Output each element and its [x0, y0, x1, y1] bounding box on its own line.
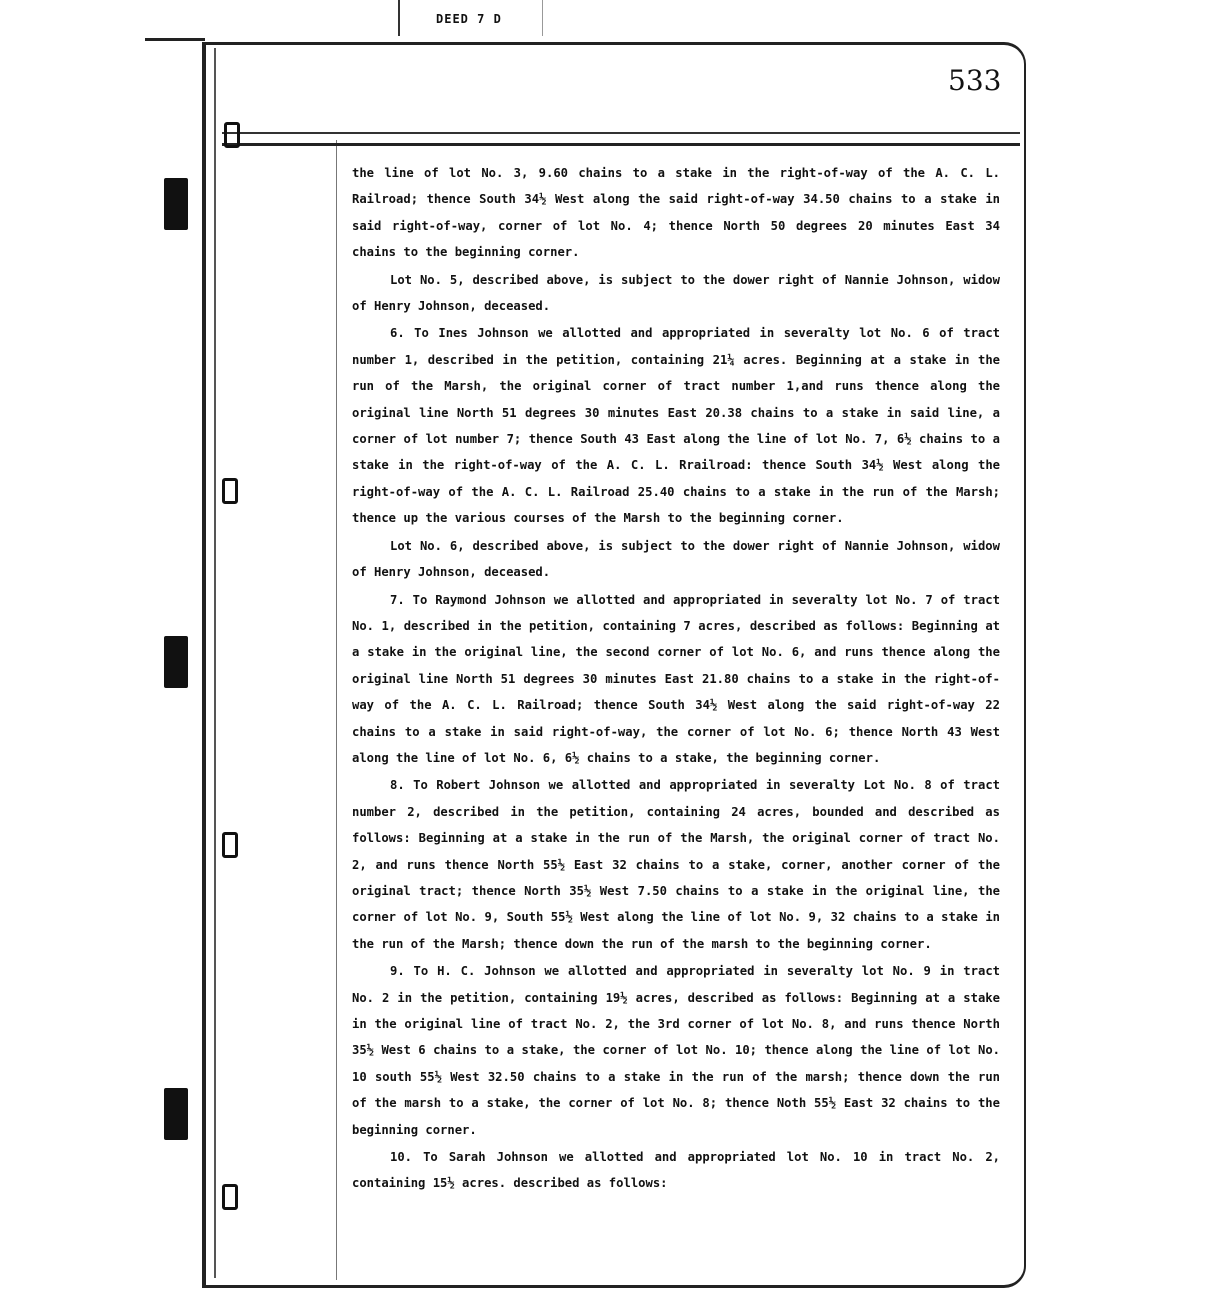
- paragraph-continuation: the line of lot No. 3, 9.60 chains to a stake in the right-of-way of the A. C. L. Railroad; thence South 34½ West along the said right-of-way 34.50 chains to a stake in said right-of-way, corner of lot No. 4; thence North 50 degrees 20 minutes East 34 chains to the beginning corner.: [352, 166, 1000, 260]
- paragraph-lot-7: 7. To Raymond Johnson we allotted and appropriated in severalty lot No. 7 of tract No. 1, described in the petition, containing 7 acres, described as follows: Beginning at a stake in the original line, the second corner of lot No. 6, and runs thence along the original line North 51 degrees 30 minutes East 21.80 chains to a stake in the right-of-way of the A. C. L. Railroad; thence South 34½ West along the said right-of-way 22 chains to a stake in said right-of-way, the corner of lot No. 6; thence North 43 West along the line of lot No. 6, 6½ chains to a stake, the beginning corner.: [352, 592, 1000, 765]
- binder-tab-mark: [164, 1088, 188, 1140]
- binding-ring-mark: [222, 832, 238, 858]
- paragraph-lot-8: 8. To Robert Johnson we allotted and appropriated in severalty Lot No. 8 of tract number 2, described in the petition, containing 24 acres, bounded and described as follows: Beginning at a stake in the run of the Marsh, the original corner of tract No. 2, and runs thence North 55½ East 32 chains to a stake, corner, another corner of the original tract; thence North 35½ West 7.50 chains to a stake in the original line, the corner of lot No. 9, South 55½ West along the line of lot No. 9, 32 chains to a stake in the run of the Marsh; thence down the run of the marsh to the beginning corner.: [352, 778, 1000, 951]
- binding-ring-mark: [222, 1184, 238, 1210]
- binder-tab-mark: [164, 178, 188, 230]
- paragraph-lot-5-dower: Lot No. 5, described above, is subject to the dower right of Nannie Johnson, widow of Henry Johnson, deceased.: [352, 272, 1000, 314]
- binding-ring-mark: [222, 478, 238, 504]
- deed-text: [352, 160, 1000, 1197]
- binding-ring-mark: [224, 122, 240, 148]
- margin-line: [336, 140, 337, 1280]
- header-rule: [222, 132, 1020, 134]
- paragraph-lot-6: 6. To Ines Johnson we allotted and appropriated in severalty lot No. 6 of tract number 1, described in the petition, containing 21¼ acres. Beginning at a stake in the run of the Marsh, the original corner of tract number 1,and runs thence along the original line North 51 degrees 30 minutes East 20.38 chains to a stake in said line, a corner of lot number 7; thence South 43 East along the line of lot No. 7, 6½ chains to a stake in the right-of-way of the A. C. L. Rrailroad: thence South 34½ West along the right-of-way of the A. C. L. Railroad 25.40 chains to a stake in the run of the Marsh; thence up the various courses of the Marsh to the beginning corner.: [352, 326, 1000, 526]
- paragraph-lot-10: 10. To Sarah Johnson we allotted and appropriated lot No. 10 in tract No. 2, containing 15½ acres. described as follows:: [352, 1150, 1000, 1191]
- deed-book-label: DEED 7 D: [436, 12, 502, 26]
- top-rule: [145, 38, 205, 41]
- header-rule-double: [222, 143, 1020, 146]
- paragraph-lot-6-dower: Lot No. 6, described above, is subject to the dower right of Nannie Johnson, widow of Henry Johnson, deceased.: [352, 538, 1000, 580]
- paragraph-lot-9: 9. To H. C. Johnson we allotted and appropriated in severalty lot No. 9 in tract No. 2 in the petition, containing 19½ acres, described as follows: Beginning at a stake in the original line of tract No. 2, the 3rd corner of lot No. 8, and runs thence North 35½ West 6 chains to a stake, the corner of lot No. 10; thence along the line of lot No. 10 south 55½ West 32.50 chains to a stake in the run of the marsh; thence down the run of the marsh to a stake, the corner of lot No. 8; thence Noth 55½ East 32 chains to the beginning corner.: [352, 964, 1000, 1137]
- binding-edge: [214, 48, 216, 1278]
- page-number: 533: [948, 64, 1002, 97]
- binder-tab-mark: [164, 636, 188, 688]
